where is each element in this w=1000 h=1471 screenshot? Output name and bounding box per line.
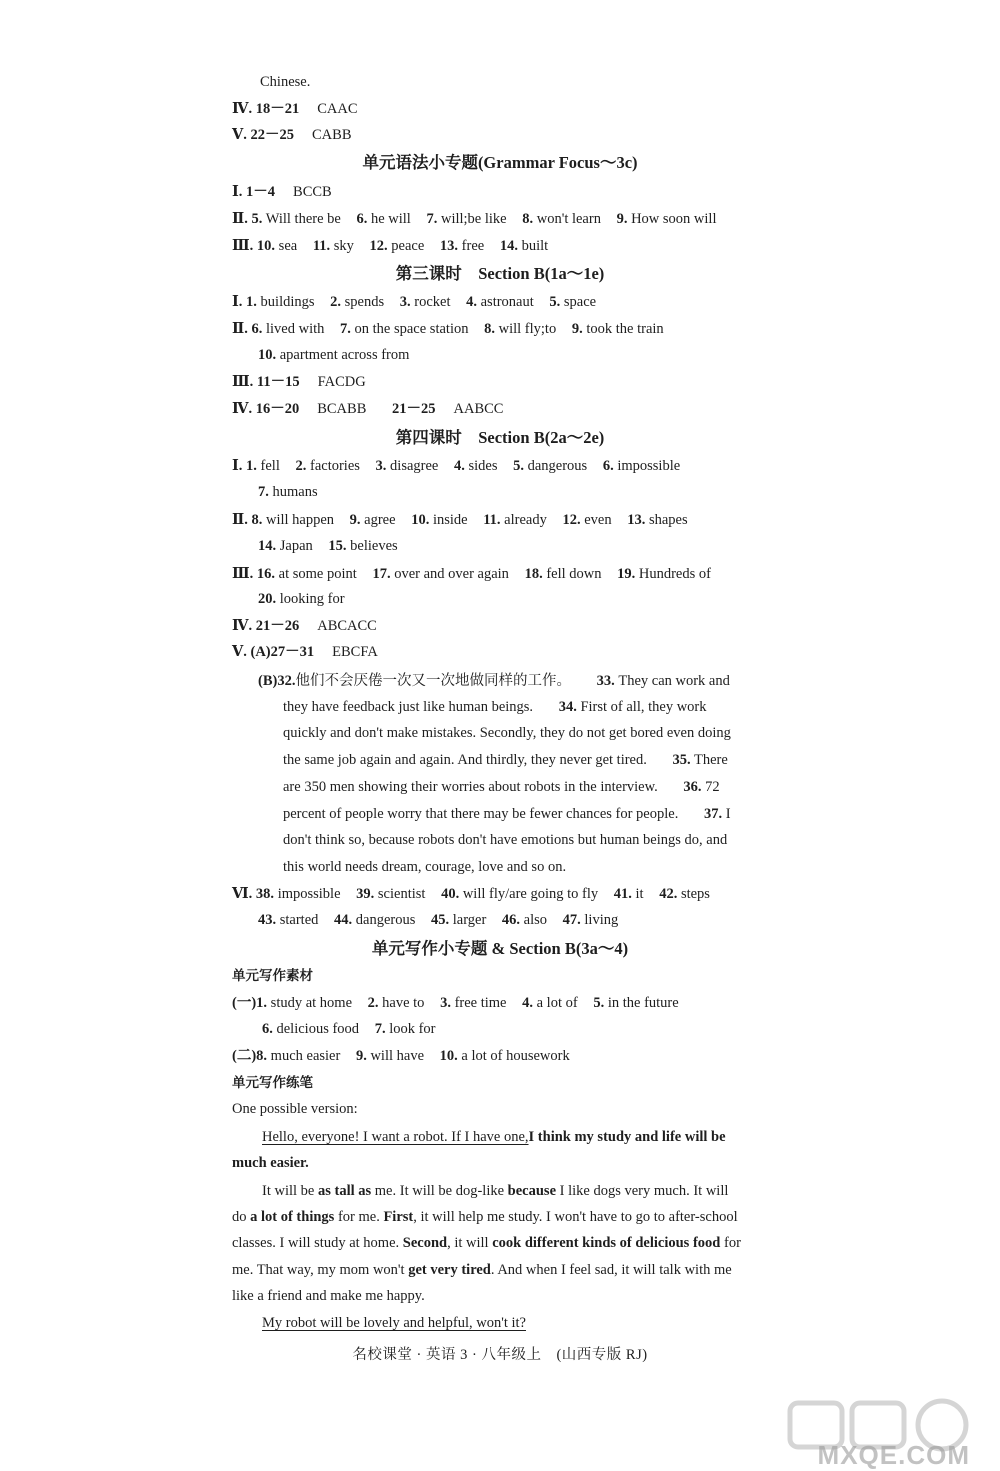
question-number: 44. xyxy=(334,912,353,928)
question-number: 13. xyxy=(439,238,459,254)
question-number: 3. xyxy=(440,995,451,1011)
answer-text: apartment across from xyxy=(279,347,410,363)
answer-line xyxy=(232,616,377,636)
text-line xyxy=(283,804,731,824)
question-number: 12. xyxy=(562,512,581,528)
text-line: One possible version: xyxy=(232,1101,358,1117)
question-number: Ⅱ. 5. xyxy=(232,211,263,227)
answer-text: disagree xyxy=(390,458,439,474)
answer-text: I xyxy=(725,806,731,822)
answer: CAAC xyxy=(317,101,358,117)
answer-text: rocket xyxy=(414,294,451,310)
answer-text: dangerous xyxy=(527,458,588,474)
question-number: 46. xyxy=(501,912,521,928)
answer-text: dangerous xyxy=(355,912,416,928)
essay-line xyxy=(232,1260,732,1280)
question-number: 45. xyxy=(431,912,450,928)
answer-text: impossible xyxy=(617,458,681,474)
question-number: 19. xyxy=(617,566,636,582)
question-number: Ⅲ. 16. xyxy=(232,566,276,582)
question-number: 11. xyxy=(312,238,331,254)
question-number: 2. xyxy=(367,995,379,1011)
answer-text: it xyxy=(635,886,644,902)
question-number: 33. xyxy=(596,673,615,689)
answer-line xyxy=(258,345,409,365)
answer-text: in the future xyxy=(607,995,679,1011)
question-number: 21－25 xyxy=(392,401,436,417)
answer-text: started xyxy=(279,912,319,928)
text-line: this world needs dream, courage, love and so on. xyxy=(283,859,567,875)
question-number: 41. xyxy=(613,886,632,902)
essay-line xyxy=(232,1153,309,1173)
question-number: 4. xyxy=(453,458,465,474)
answer-text: BCABB xyxy=(317,401,367,417)
answer-text: much easier xyxy=(270,1048,341,1064)
subsection-heading: 单元写作练笔 xyxy=(232,1075,313,1090)
answer-text: classes. I will study at home. xyxy=(232,1235,403,1251)
question-number: 20. xyxy=(258,591,277,607)
question-number: Ⅵ. 38. xyxy=(232,886,275,902)
answer-text: shapes xyxy=(648,512,688,528)
question-number: 15. xyxy=(328,538,347,554)
answer-line xyxy=(232,642,378,662)
question-number: Ⅱ. 6. xyxy=(232,321,263,337)
question-range: Ⅰ. 1－4 xyxy=(232,184,276,200)
question-number: 2. xyxy=(295,458,307,474)
question-number: 11. xyxy=(483,512,501,528)
answer-text: me. That way, my mom won't xyxy=(232,1262,409,1278)
answer-text: at some point xyxy=(278,566,357,582)
answer-text: believes xyxy=(350,538,398,554)
answer-text: a lot of xyxy=(536,995,578,1011)
answer-text: Hello, everyone! I want a robot. If I have one, xyxy=(262,1129,529,1145)
answer-text: the same job again and again. And thirdly, they never get tired. xyxy=(283,752,647,768)
answer-line xyxy=(262,1019,436,1039)
essay-line: like a friend and make me happy. xyxy=(232,1288,425,1304)
answer-text: took the train xyxy=(586,321,664,337)
answer-text: even xyxy=(584,512,612,528)
answer-text: over and over again xyxy=(394,566,509,582)
answer-line xyxy=(232,236,548,256)
question-number: 47. xyxy=(562,912,581,928)
answer-text: won't learn xyxy=(536,211,601,227)
answer-text: inside xyxy=(432,512,468,528)
question-number: 36. xyxy=(683,779,702,795)
question-number: (二)8. xyxy=(232,1048,268,1064)
answer-line xyxy=(232,993,679,1013)
question-number: Ⅳ. 16－20 xyxy=(232,401,300,417)
answer-line xyxy=(258,482,318,502)
answer-text: on the space station xyxy=(354,321,469,337)
question-number: 9. xyxy=(355,1048,367,1064)
question-number: 7. xyxy=(340,321,351,337)
answer-text: They can work and xyxy=(618,673,730,689)
answer-text: My robot will be lovely and helpful, won't it? xyxy=(262,1315,526,1331)
answer-text: EBCFA xyxy=(332,644,378,660)
answer-text: agree xyxy=(364,512,396,528)
answer-text: me. It will be dog-like xyxy=(371,1183,508,1199)
question-number: 9. xyxy=(571,321,583,337)
question-range: Ⅴ. 22－25 xyxy=(232,127,295,143)
answer-text: sea xyxy=(278,238,298,254)
answer-text: for xyxy=(720,1235,741,1251)
answer-line xyxy=(232,319,664,339)
question-number: 7. xyxy=(374,1021,386,1037)
question-number: 8. xyxy=(522,211,534,227)
answer-text: How soon will xyxy=(631,211,717,227)
answer-line xyxy=(232,1046,570,1066)
answer-text: There xyxy=(694,752,728,768)
answer-text: space xyxy=(563,294,597,310)
answer-text: AABCC xyxy=(453,401,504,417)
answer-text: also xyxy=(523,912,548,928)
question-number: 5. xyxy=(549,294,561,310)
question-number: cook different kinds of delicious food xyxy=(492,1235,721,1251)
answer-line xyxy=(232,399,503,419)
answer-text: sides xyxy=(468,458,498,474)
answer-line xyxy=(232,292,596,312)
section-heading: 单元语法小专题(Grammar Focus～3c) xyxy=(362,153,638,172)
question-number: 42. xyxy=(659,886,678,902)
answer-text: steps xyxy=(680,886,710,902)
answer-text: sky xyxy=(333,238,354,254)
question-number: 17. xyxy=(372,566,391,582)
answer-text: factories xyxy=(310,458,360,474)
question-number: 14. xyxy=(258,538,277,554)
question-number: much easier. xyxy=(232,1155,309,1171)
question-number: 43. xyxy=(258,912,277,928)
essay-line xyxy=(232,1207,738,1227)
answer-text: look for xyxy=(389,1021,436,1037)
answer-text: It will be xyxy=(262,1183,318,1199)
section-heading: 第三课时 Section B(1a～1e) xyxy=(395,264,605,283)
answer-text: delicious food xyxy=(276,1021,360,1037)
question-number: (B)32. xyxy=(258,673,296,689)
answer-text: larger xyxy=(452,912,487,928)
answer-text: , it will help me study. I won't have to go to after-school xyxy=(413,1209,738,1225)
answer-text: 他们不会厌倦一次又一次地做同样的工作。 xyxy=(295,673,571,689)
question-number: Ⅱ. 8. xyxy=(232,512,263,528)
question-number: Ⅲ. 11－15 xyxy=(232,374,300,390)
answer-line xyxy=(232,884,710,904)
question-number: 13. xyxy=(627,512,646,528)
answer-line xyxy=(232,564,711,584)
text-line: don't think so, because robots don't have emotions but human beings do, and xyxy=(283,832,728,848)
question-number: 12. xyxy=(369,238,388,254)
answer-line xyxy=(258,671,730,691)
question-number: 5. xyxy=(593,995,605,1011)
question-number: 10. xyxy=(439,1048,458,1064)
answer-text: have to xyxy=(382,995,425,1011)
answer-text: for me. xyxy=(334,1209,384,1225)
question-number: 4. xyxy=(522,995,533,1011)
question-number: get very tired xyxy=(408,1262,491,1278)
answer-text: will have xyxy=(370,1048,425,1064)
answer: BCCB xyxy=(293,184,332,200)
essay-line xyxy=(232,1233,741,1253)
answer-text: peace xyxy=(391,238,425,254)
text-line xyxy=(283,777,720,797)
question-number: (一)1. xyxy=(232,995,268,1011)
question-number: 10. xyxy=(411,512,430,528)
answer-text: fell xyxy=(260,458,280,474)
essay-line xyxy=(262,1181,728,1201)
answer-text: Japan xyxy=(279,538,313,554)
question-number: 9. xyxy=(616,211,628,227)
answer-text: , it will xyxy=(447,1235,493,1251)
answer-text: study at home xyxy=(270,995,353,1011)
answer-line xyxy=(232,182,332,202)
question-number: 2. xyxy=(330,294,342,310)
question-number: 35. xyxy=(672,752,691,768)
question-number: Ⅳ. 21－26 xyxy=(232,618,300,634)
answer-text: I like dogs very much. It will xyxy=(556,1183,729,1199)
answer-text: spends xyxy=(344,294,385,310)
answer-text: living xyxy=(584,912,619,928)
essay-line xyxy=(262,1313,526,1333)
answer-text: a lot of housework xyxy=(461,1048,570,1064)
question-number: 3. xyxy=(375,458,387,474)
answer-text: humans xyxy=(272,484,318,500)
question-number: 14. xyxy=(499,238,518,254)
answer-text: he will xyxy=(370,211,411,227)
question-number: 6. xyxy=(262,1021,273,1037)
watermark-text: MXQE.COM xyxy=(817,1440,970,1470)
question-number: 39. xyxy=(356,886,375,902)
answer-text: fell down xyxy=(546,566,602,582)
question-number: a lot of things xyxy=(250,1209,335,1225)
answer-text: already xyxy=(504,512,547,528)
section-heading: 第四课时 Section B(2a～2e) xyxy=(395,428,605,447)
answer-text: 72 xyxy=(705,779,720,795)
answer-text: they have feedback just like human beings. xyxy=(283,699,534,715)
page-footer: 名校课堂 · 英语 3 · 八年级上 (山西专版 RJ) xyxy=(352,1347,648,1363)
question-number: because xyxy=(507,1183,557,1199)
question-number: 7. xyxy=(258,484,269,500)
answer-line xyxy=(258,536,398,556)
answer-text: FACDG xyxy=(317,374,366,390)
subsection-heading: 单元写作素材 xyxy=(232,968,313,983)
answer-text: will happen xyxy=(265,512,335,528)
answer-text: percent of people worry that there may be fewer chances for people. xyxy=(283,806,679,822)
answer-text: Hundreds of xyxy=(638,566,711,582)
answer-line xyxy=(232,99,358,119)
question-number: 3. xyxy=(399,294,411,310)
answer-text: will fly;to xyxy=(498,321,557,337)
question-number: Ⅰ. 1. xyxy=(232,458,257,474)
answer-text: built xyxy=(521,238,549,254)
question-number: 6. xyxy=(602,458,614,474)
answer-text: lived with xyxy=(265,321,325,337)
question-number: 9. xyxy=(349,512,361,528)
answer-text: astronaut xyxy=(480,294,534,310)
answer-text: First of all, they work xyxy=(580,699,707,715)
answer-text: will;be like xyxy=(440,211,507,227)
question-number: 6. xyxy=(356,211,368,227)
answer-line xyxy=(258,589,345,609)
answer-line xyxy=(232,510,688,530)
question-number: 18. xyxy=(524,566,543,582)
question-number: Ⅲ. 10. xyxy=(232,238,276,254)
answer-line xyxy=(232,456,680,476)
question-number: 7. xyxy=(426,211,438,227)
text-line: quickly and don't make mistakes. Secondly, they do not get bored even doing xyxy=(283,725,731,741)
answer-text: ABCACC xyxy=(317,618,377,634)
answer-line xyxy=(232,125,352,145)
answer-text: are 350 men showing their worries about robots in the interview. xyxy=(283,779,658,795)
text-line xyxy=(283,750,728,770)
essay-line xyxy=(262,1127,726,1147)
answer-text: impossible xyxy=(277,886,341,902)
answer-line xyxy=(258,910,618,930)
question-number: First xyxy=(383,1209,414,1225)
answer-line xyxy=(232,209,716,229)
question-number: 4. xyxy=(466,294,477,310)
question-number: Ⅴ. (A)27－31 xyxy=(232,644,315,660)
answer-text: will fly/are going to fly xyxy=(462,886,599,902)
answer: CABB xyxy=(312,127,352,143)
answer-text: . And when I feel sad, it will talk with me xyxy=(490,1262,732,1278)
question-number: as tall as xyxy=(317,1183,372,1199)
question-number: 37. xyxy=(703,806,723,822)
section-heading: 单元写作小专题 & Section B(3a～4) xyxy=(371,939,629,958)
answer-line xyxy=(232,372,366,392)
question-number: I think my study and life will be xyxy=(528,1129,726,1145)
question-number: Ⅰ. 1. xyxy=(232,294,257,310)
answer-text: scientist xyxy=(377,886,426,902)
question-number: 8. xyxy=(484,321,495,337)
answer-text: free xyxy=(461,238,485,254)
answer-text: looking for xyxy=(279,591,345,607)
question-number: 34. xyxy=(558,699,577,715)
answer-text: free time xyxy=(454,995,507,1011)
question-range: Ⅳ. 18－21 xyxy=(232,101,300,117)
answer-text: do xyxy=(232,1209,251,1225)
question-number: 40. xyxy=(441,886,460,902)
question-number: 10. xyxy=(258,347,277,363)
text-line: Chinese. xyxy=(260,74,311,90)
answer-text: buildings xyxy=(260,294,315,310)
text-line xyxy=(283,697,707,717)
answer-text: Will there be xyxy=(265,211,341,227)
question-number: Second xyxy=(402,1235,448,1251)
question-number: 5. xyxy=(513,458,524,474)
